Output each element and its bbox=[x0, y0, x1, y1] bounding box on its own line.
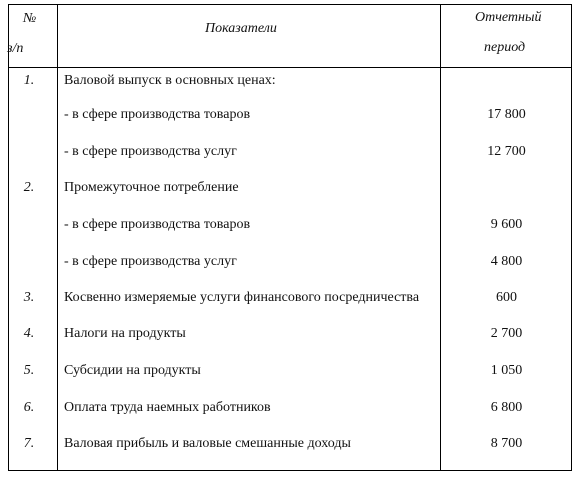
row-label: Оплата труда наемных работников bbox=[64, 400, 271, 415]
table-row bbox=[9, 179, 571, 199]
table-row bbox=[9, 325, 571, 345]
table-row bbox=[9, 216, 571, 236]
row-label: Валовой выпуск в основных ценах: bbox=[64, 73, 276, 88]
row-value: 6 800 bbox=[490, 400, 523, 415]
row-number: 1. bbox=[23, 73, 35, 88]
row-number: 3. bbox=[23, 290, 35, 305]
row-value: 2 700 bbox=[490, 326, 523, 341]
row-value: 1 050 bbox=[490, 363, 523, 378]
row-number: 2. bbox=[23, 180, 35, 195]
row-number: 4. bbox=[23, 326, 35, 341]
table-row bbox=[9, 289, 571, 309]
row-value: 17 800 bbox=[487, 107, 526, 122]
row-label: Валовая прибыль и валовые смешанные доходы bbox=[64, 436, 351, 451]
row-value: 12 700 bbox=[487, 144, 526, 159]
row-number: 6. bbox=[23, 400, 35, 415]
row-number: 7. bbox=[23, 436, 35, 451]
row-value: 8 700 bbox=[490, 436, 523, 451]
header-number-bottom: з/п bbox=[7, 41, 24, 56]
indicators-table bbox=[8, 4, 572, 471]
row-label: Субсидии на продукты bbox=[64, 363, 201, 378]
table-row bbox=[9, 399, 571, 419]
table-row bbox=[9, 72, 571, 92]
row-label: Косвенно измеряемые услуги финансового посредничества bbox=[64, 290, 420, 305]
table-row bbox=[9, 362, 571, 382]
row-label: Промежуточное потребление bbox=[64, 180, 239, 195]
row-label: - в сфере производства услуг bbox=[64, 144, 237, 159]
header-number-top: № bbox=[23, 11, 37, 26]
header-period-top: Отчетный bbox=[475, 10, 542, 25]
row-label: - в сфере производства услуг bbox=[64, 254, 237, 269]
row-label: - в сфере производства товаров bbox=[64, 107, 251, 122]
row-number: 5. bbox=[23, 363, 35, 378]
table-row bbox=[9, 143, 571, 163]
row-value: 9 600 bbox=[490, 217, 523, 232]
table-row bbox=[9, 253, 571, 273]
row-label: - в сфере производства товаров bbox=[64, 217, 251, 232]
header-indicators: Показатели bbox=[205, 21, 277, 36]
table-row bbox=[9, 106, 571, 126]
table-row bbox=[9, 435, 571, 455]
row-value: 600 bbox=[496, 290, 517, 305]
header-divider bbox=[9, 67, 571, 68]
row-value: 4 800 bbox=[490, 254, 523, 269]
row-label: Налоги на продукты bbox=[64, 326, 186, 341]
header-period-bottom: период bbox=[484, 40, 526, 55]
